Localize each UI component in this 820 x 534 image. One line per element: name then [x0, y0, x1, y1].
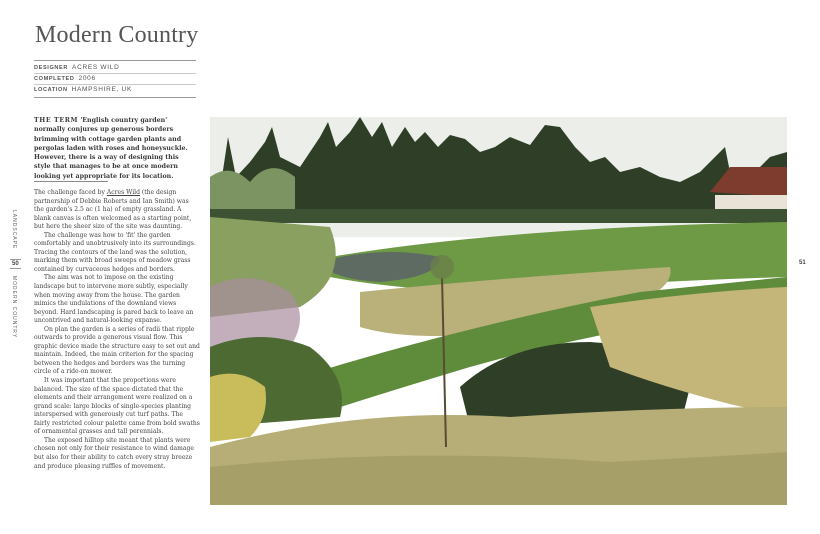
section-label: LANDSCAPE — [11, 210, 17, 250]
credit-value: HAMPSHIRE, UK — [71, 86, 132, 93]
golden-shrub — [210, 374, 266, 442]
body-p1-start: The challenge faced by — [34, 189, 107, 196]
credit-designer — [34, 63, 196, 74]
credit-label: COMPLETED — [34, 76, 75, 82]
intro-paragraph — [34, 116, 194, 181]
intro-text: 'English country garden' normally conjures up generous borders brimming with cottage garden plants and pergolas laden with roses and honeysuckle. However, there is a way of designing this style that manages to be at once modern looking yet appropriate for its location. — [34, 117, 188, 180]
sapling-canopy — [430, 255, 454, 279]
intro-lead: THE TERM — [34, 117, 79, 124]
body-paragraph: It was important that the proportions were balanced. The size of the space dictated that the elements and their arrangement were realized on a grand scale: large blocks of single-species planting interspersed with generously cut turf paths. The fairly restricted colour palette came from bold swaths of ornamental grasses and tall perennials. — [34, 377, 200, 436]
divider-rule — [34, 181, 108, 182]
chapter-label: MODERN COUNTRY — [11, 276, 17, 339]
hedge — [210, 209, 787, 223]
body-paragraph: The challenge was how to 'fit' the garden comfortably and unobtrusively into its surroundings. Tracing the contours of the land was the solution, marking them with broad sweeps of meadow grass contained by curvaceous hedges and borders. — [34, 231, 196, 273]
designer-link[interactable]: Acres Wild — [106, 189, 140, 196]
credit-value: 2006 — [78, 75, 96, 82]
page-number-right: 51 — [799, 260, 806, 266]
body-text — [34, 189, 200, 471]
body-paragraph: The exposed hilltop site meant that plants were chosen not only for their resistance to wind damage but also for their ability to catch every stray breeze and produce pleasing ruffles of movement. — [34, 436, 194, 470]
page-title: Modern Country — [35, 22, 199, 48]
credits-block — [34, 60, 196, 98]
credit-location — [34, 85, 196, 95]
body-p1-end: (the design partnership of Debbie Roberts and Ian Smith) was the garden's 2.5 ac (1 ha) of empty grassland. A blank canvas is often welcomed as a starting point, but here the sheer size of the site was daunting. — [34, 189, 192, 231]
credit-label: DESIGNER — [34, 65, 69, 71]
credit-completed — [34, 74, 196, 85]
body-paragraph: The aim was not to impose on the existing landscape but to intervene more subtly, especially when moving away from the house. The garden mimics the undulations of the downland views beyond. Hard landscaping is pared back to leave an uncontrived and natural-looking expanse. — [34, 274, 194, 325]
side-running-head — [10, 210, 22, 340]
credit-label: LOCATION — [34, 87, 68, 93]
garden-photo — [210, 117, 787, 505]
credit-value: ACRES WILD — [72, 64, 120, 71]
garden-photo-illustration — [210, 117, 787, 505]
page-number-left: 50 — [12, 261, 19, 267]
body-paragraph: On plan the garden is a series of radii that ripple outwards to provide a generous visual flow. This graphic device made the structure easy to set out and maintain. Indeed, the main criterion for the spacing between the hedges and borders was the turning circle of a ride-on mower. — [34, 325, 200, 376]
body-paragraph — [34, 189, 200, 232]
